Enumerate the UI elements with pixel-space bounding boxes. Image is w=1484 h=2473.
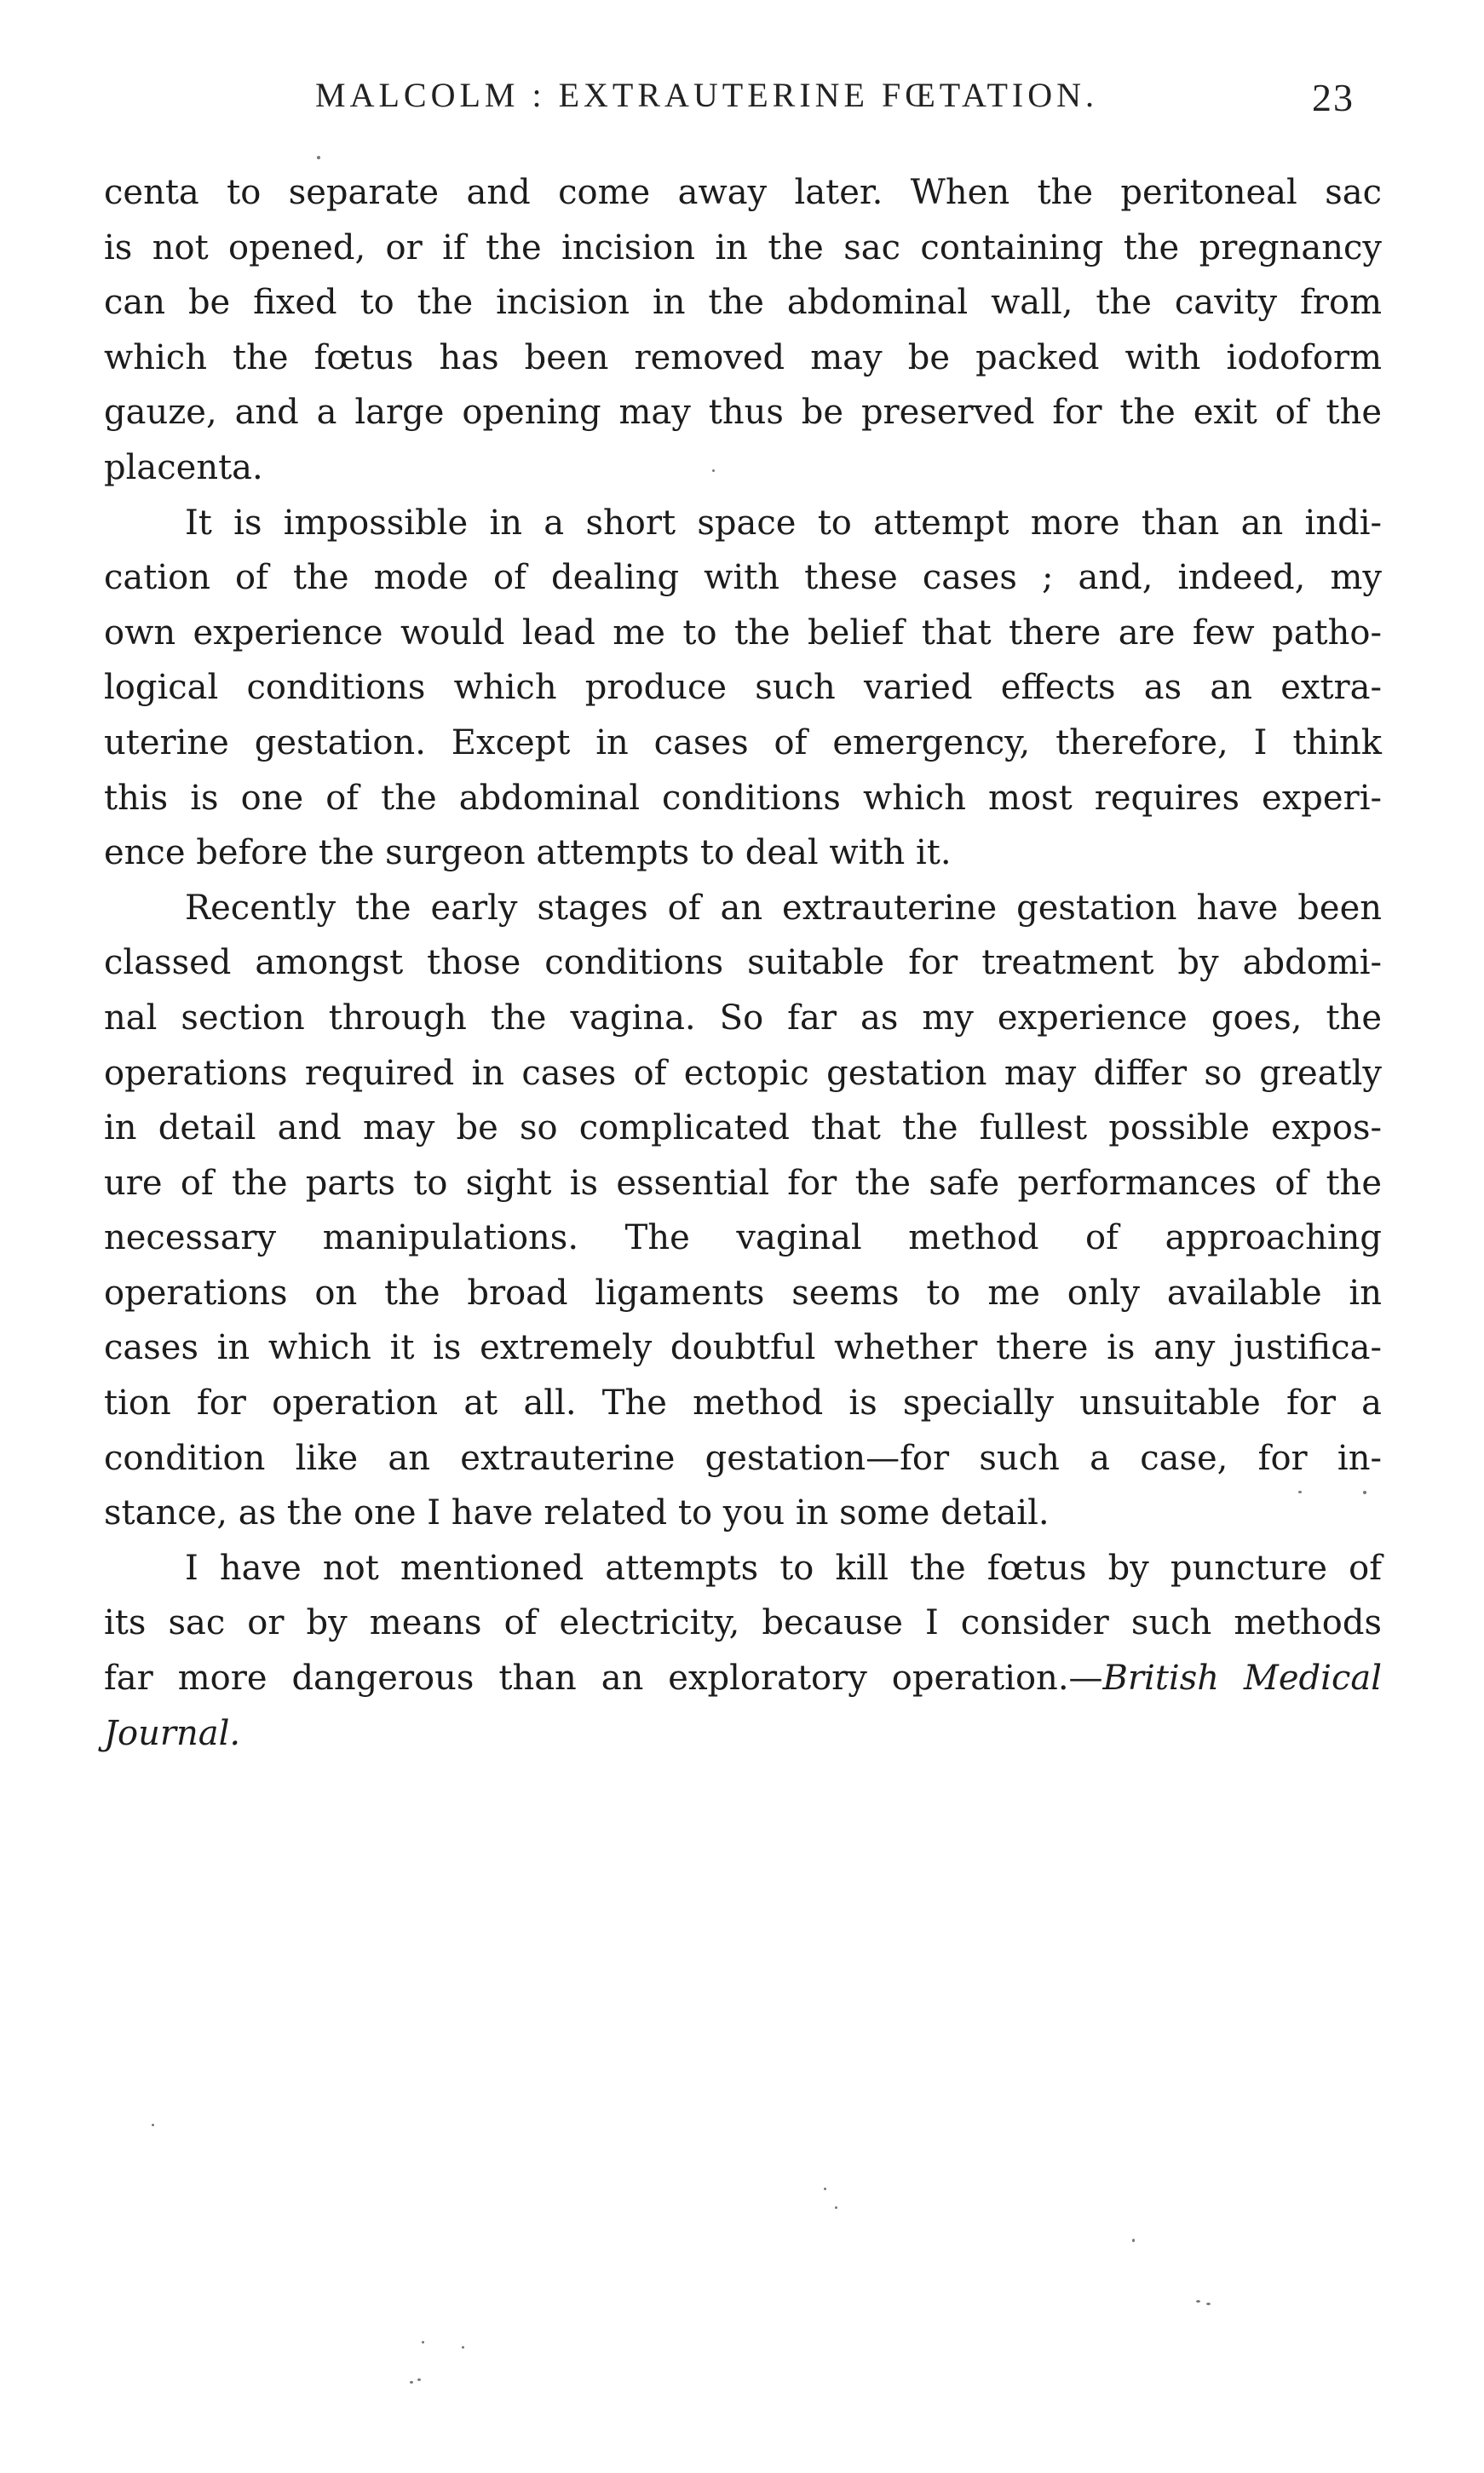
text-line: nal section through the vagina. So far as my experience goes, the (104, 998, 1382, 1038)
text-line: can be fixed to the incision in the abdominal wall, the cavity from (104, 283, 1382, 323)
scan-speck (1132, 2239, 1135, 2242)
text-line: operations required in cases of ectopic gestation may differ so greatly (104, 1053, 1382, 1093)
text-line: gauze, and a large opening may thus be preserved for the exit of the (104, 393, 1382, 433)
text-line: placenta. (104, 447, 263, 487)
source-citation: British Medical (1102, 1659, 1382, 1699)
scan-speck (462, 2346, 464, 2349)
text-line: stance, as the one I have related to you in some detail. (104, 1493, 1050, 1533)
text-line: classed amongst those conditions suitable for treatment by abdomi- (104, 943, 1382, 983)
source-citation: Journal. (104, 1713, 241, 1753)
text-fragment: far more dangerous than an exploratory operation.— (104, 1659, 1103, 1699)
text-line: own experience would lead me to the belief that there are few patho- (104, 612, 1382, 653)
page-number: 23 (1312, 76, 1355, 119)
text-line: ure of the parts to sight is essential for the safe performances of the (104, 1163, 1382, 1203)
paragraph-3 (104, 881, 1382, 1541)
text-line: uterine gestation. Except in cases of emergency, therefore, I think (104, 722, 1382, 762)
text-line: which the fœtus has been removed may be packed with iodoform (104, 337, 1382, 377)
text-line: ence before the surgeon attempts to deal with it. (104, 833, 952, 873)
scan-speck (1196, 2300, 1200, 2303)
scan-speck (1298, 1491, 1302, 1493)
text-line: its sac or by means of electricity, because I consider such methods (104, 1603, 1382, 1643)
scan-speck (712, 469, 715, 472)
paragraph-1 (104, 165, 1382, 496)
text-line: centa to separate and come away later. When the peritoneal sac (104, 173, 1382, 212)
running-head (315, 75, 1355, 126)
scan-speck (152, 2124, 154, 2126)
scan-speck (824, 2188, 826, 2190)
text-line: Recently the early stages of an extrauterine gestation have been (185, 888, 1382, 928)
text-line: operations on the broad ligaments seems to me only available in (104, 1273, 1382, 1313)
scan-speck (410, 2381, 413, 2384)
text-line: tion for operation at all. The method is specially unsuitable for a (104, 1383, 1382, 1423)
text-line: cases in which it is extremely doubtful whether there is any justifica- (104, 1328, 1382, 1368)
text-line-with-source (104, 1651, 1382, 1706)
text-line: It is impossible in a short space to attempt more than an indi- (185, 503, 1382, 543)
text-line: in detail and may be so complicated that the fullest possible expos- (104, 1108, 1382, 1148)
text-line: I have not mentioned attempts to kill the fœtus by puncture of (185, 1548, 1382, 1588)
text-line: cation of the mode of dealing with these cases ; and, indeed, my (104, 558, 1382, 598)
paragraph-4 (104, 1541, 1382, 1761)
text-line: this is one of the abdominal conditions which most requires experi- (104, 778, 1382, 818)
scan-speck (835, 2206, 837, 2209)
body-text (104, 165, 1382, 1761)
scan-speck (1363, 1491, 1366, 1494)
text-line: necessary manipulations. The vaginal method of approaching (104, 1218, 1382, 1258)
scan-speck (1206, 2303, 1211, 2305)
paragraph-2 (104, 496, 1382, 881)
text-line: logical conditions which produce such varied effects as an extra- (104, 668, 1382, 708)
scan-speck (422, 2341, 424, 2344)
running-title: MALCOLM : EXTRAUTERINE FŒTATION. (315, 76, 1098, 114)
text-line: is not opened, or if the incision in the sac containing the pregnancy (104, 227, 1382, 267)
text-line: condition like an extrauterine gestation—for such a case, for in- (104, 1438, 1382, 1478)
scan-speck (317, 156, 320, 159)
scan-speck (417, 2378, 421, 2381)
